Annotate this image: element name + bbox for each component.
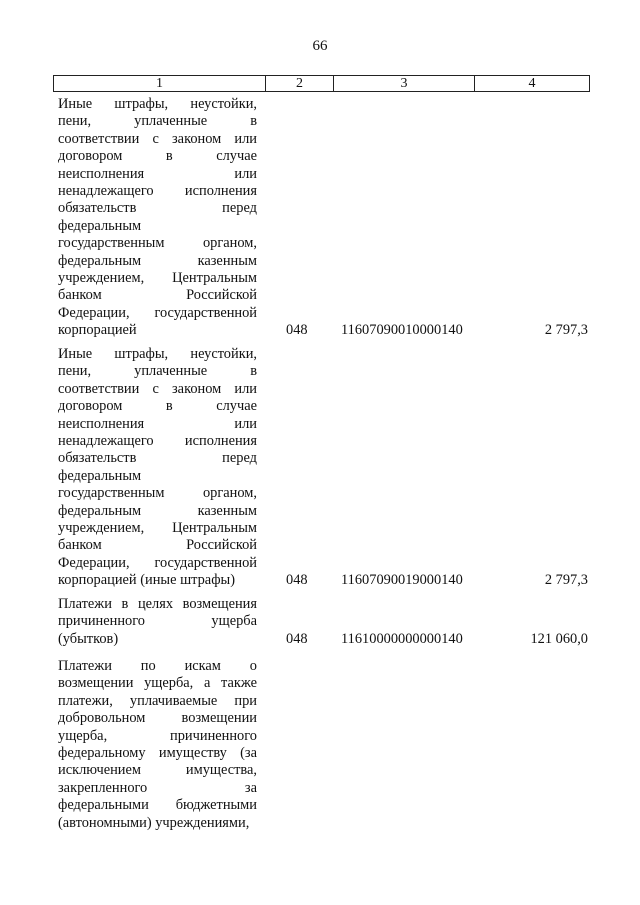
description-line: Федерации, государственной: [58, 554, 257, 571]
description-line: соответствии с законом или: [58, 380, 257, 397]
description-line: причиненного ущерба: [58, 613, 257, 630]
description-line: корпорацией: [58, 322, 137, 339]
description-line: корпорацией (иные штрафы): [58, 572, 235, 589]
row-description: [58, 96, 257, 339]
row-description: [58, 346, 257, 589]
description-line: федеральным казенным: [58, 252, 257, 269]
description-line: федеральным казенным: [58, 502, 257, 519]
description-line: договором в случае: [58, 148, 257, 165]
description-line: Федерации, государственной: [58, 304, 257, 321]
amount: 2 797,3: [544, 572, 588, 589]
budget-code: 11607090010000140: [341, 322, 463, 339]
admin-code: 048: [286, 572, 308, 589]
description-line: закрепленного за: [58, 779, 257, 796]
header-col-1: 1: [54, 76, 266, 91]
description-line: федеральному имуществу (за: [58, 744, 257, 761]
admin-code: 048: [286, 630, 308, 647]
description-line: учреждением, Центральным: [58, 519, 257, 536]
description-line: федеральным: [58, 467, 142, 484]
page-number: 66: [312, 38, 328, 54]
amount: 2 797,3: [544, 322, 588, 339]
description-line: неисполнения или: [58, 415, 257, 432]
description-line: Платежи по искам о: [58, 658, 257, 674]
description-line: Платежи в целях возмещения: [58, 596, 257, 612]
description-line: договором в случае: [58, 398, 257, 415]
description-line: федеральными бюджетными: [58, 797, 257, 814]
header-col-3: 3: [334, 76, 475, 91]
admin-code: 048: [286, 322, 308, 339]
budget-code: 11610000000000140: [341, 630, 463, 647]
description-line: пени, уплаченные в: [58, 363, 257, 380]
row-description: [58, 596, 257, 648]
description-line: обязательств перед: [58, 200, 257, 217]
description-line: учреждением, Центральным: [58, 269, 257, 286]
description-line: исключением имущества,: [58, 762, 257, 779]
description-line: возмещении ущерба, а также: [58, 675, 257, 692]
description-line: ущерба, причиненного: [58, 727, 257, 744]
description-line: федеральным: [58, 217, 142, 234]
description-line: (автономными) учреждениями,: [58, 814, 250, 831]
description-line: (убытков): [58, 630, 119, 647]
description-line: неисполнения или: [58, 165, 257, 182]
description-line: государственным органом,: [58, 235, 257, 252]
description-line: ненадлежащего исполнения: [58, 432, 257, 449]
budget-code: 11607090019000140: [341, 572, 463, 589]
description-line: добровольном возмещении: [58, 710, 257, 727]
description-line: Иные штрафы, неустойки,: [58, 346, 257, 362]
amount: 121 060,0: [530, 630, 588, 647]
header-col-2: 2: [266, 76, 334, 91]
description-line: пени, уплаченные в: [58, 113, 257, 130]
description-line: соответствии с законом или: [58, 130, 257, 147]
row-description: [58, 658, 257, 832]
description-line: банком Российской: [58, 287, 257, 304]
description-line: банком Российской: [58, 537, 257, 554]
description-line: платежи, уплачиваемые при: [58, 692, 257, 709]
description-line: обязательств перед: [58, 450, 257, 467]
description-line: государственным органом,: [58, 485, 257, 502]
header-col-4: 4: [528, 76, 536, 91]
table-header: [53, 75, 590, 92]
description-line: Иные штрафы, неустойки,: [58, 96, 257, 112]
description-line: ненадлежащего исполнения: [58, 182, 257, 199]
